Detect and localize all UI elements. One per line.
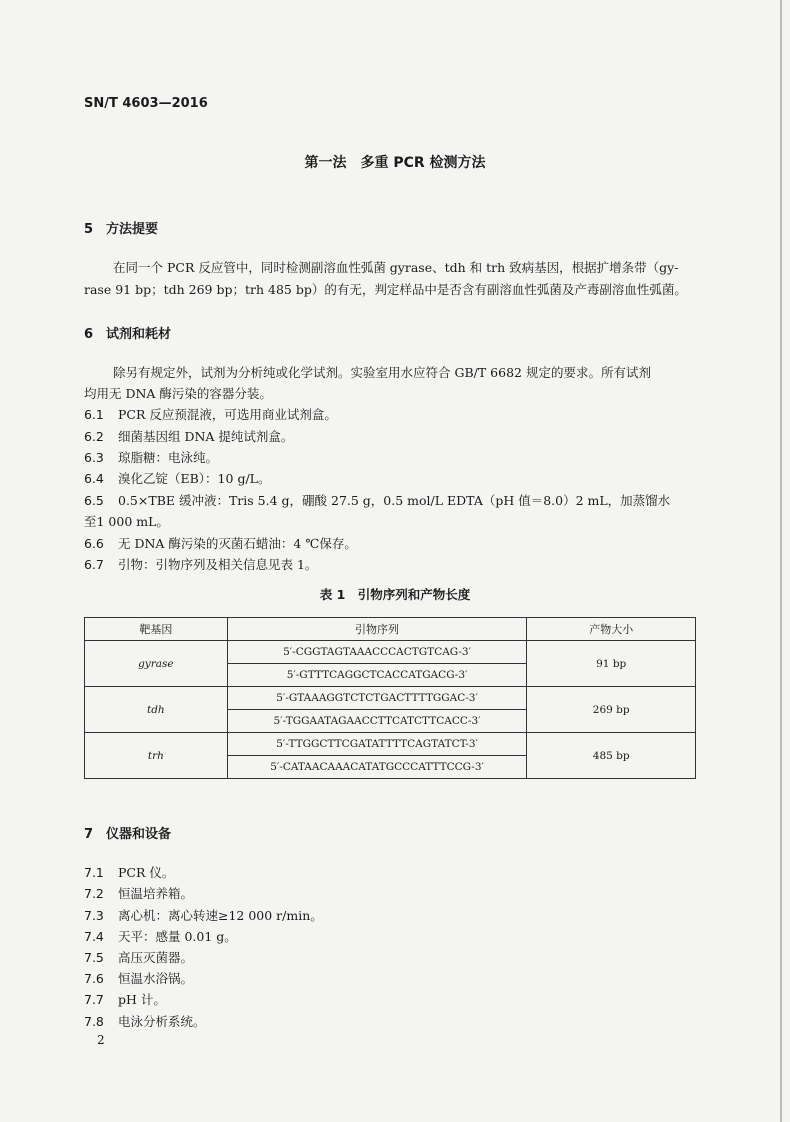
header-target-gene: 靶基因: [85, 618, 228, 641]
list-item-6-4: 6.4 溴化乙锭（EB）：10 g/L。: [84, 471, 271, 486]
section-title: 试剂和耗材: [106, 327, 172, 342]
section-7-heading: [84, 823, 171, 842]
primer-cell: 5′-CGGTAGTAAACCCACTGTCAG-3′: [227, 641, 527, 664]
list-item-6-5: 6.5 0.5×TBE 缓冲液：Tris 5.4 g，硼酸 27.5 g，0.5 mol/L EDTA（pH 值＝8.0）2 mL，加蒸馏水: [84, 493, 671, 508]
list-item-7-8: 7.8 电泳分析系统。: [84, 1014, 206, 1029]
primer-table: [84, 617, 696, 779]
section-6-para-line-1: 除另有规定外，试剂为分析纯或化学试剂。实验室用水应符合 GB/T 6682 规定的要求。所有试剂: [113, 365, 651, 380]
list-item-6-2: 6.2 细菌基因组 DNA 提纯试剂盒。: [84, 429, 294, 444]
section-6-heading: [84, 323, 171, 342]
header-primer-sequence: 引物序列: [227, 618, 527, 641]
size-cell: 91 bp: [527, 641, 696, 687]
list-item-6-7: 6.7 引物：引物序列及相关信息见表 1。: [84, 557, 318, 572]
list-item-7-5: 7.5 高压灭菌器。: [84, 950, 194, 965]
section-number: 5: [84, 222, 94, 237]
gene-cell: tdh: [85, 687, 228, 733]
section-number: 7: [84, 827, 94, 842]
primer-cell: 5′-TTGGCTTCGATATTTTCAGTATCT-3′: [227, 733, 527, 756]
table-caption: 表 1 引物序列和产物长度: [319, 587, 471, 602]
list-item-7-3: 7.3 离心机：离心转速≥12 000 r/min。: [84, 908, 323, 923]
primer-cell: 5′-CATAACAAACATATGCCCATTTCCG-3′: [227, 756, 527, 779]
primer-cell: 5′-GTTTCAGGCTCACCATGACG-3′: [227, 664, 527, 687]
gene-cell: gyrase: [85, 641, 228, 687]
section-6-para-line-2: 均用无 DNA 酶污染的容器分装。: [84, 386, 272, 401]
section-5-para-line-2: rase 91 bp；tdh 269 bp；trh 485 bp）的有无，判定样品中是否含有副溶血性弧菌及产毒副溶血性弧菌。: [84, 282, 687, 297]
standard-code: SN/T 4603—2016: [84, 96, 208, 111]
section-number: 6: [84, 327, 94, 342]
list-item-7-4: 7.4 天平：感量 0.01 g。: [84, 929, 237, 944]
size-cell: 269 bp: [527, 687, 696, 733]
list-item-7-1: 7.1 PCR 仪。: [84, 865, 175, 880]
list-item-6-3: 6.3 琼脂糖：电泳纯。: [84, 450, 219, 465]
method-title: 第一法 多重 PCR 检测方法: [304, 155, 486, 171]
primer-cell: 5′-GTAAAGGTCTCTGACTTTTGGAC-3′: [227, 687, 527, 710]
list-item-7-6: 7.6 恒温水浴锅。: [84, 971, 194, 986]
section-title: 仪器和设备: [106, 827, 172, 842]
section-title: 方法提要: [106, 222, 159, 237]
header-product-size: 产物大小: [527, 618, 696, 641]
table-row: [85, 733, 696, 756]
table-row: [85, 687, 696, 710]
section-5-para-line-1: 在同一个 PCR 反应管中，同时检测副溶血性弧菌 gyrase、tdh 和 trh 致病基因，根据扩增条带（gy-: [113, 260, 679, 275]
table-header-row: [85, 618, 696, 641]
list-item-7-2: 7.2 恒温培养箱。: [84, 886, 194, 901]
list-item-6-6: 6.6 无 DNA 酶污染的灭菌石蜡油：4 ℃保存。: [84, 536, 357, 551]
primer-cell: 5′-TGGAATAGAACCTTCATCTTCACC-3′: [227, 710, 527, 733]
list-item-6-1: 6.1 PCR 反应预混液，可选用商业试剂盒。: [84, 407, 337, 422]
page-number: 2: [97, 1033, 105, 1047]
table-row: [85, 641, 696, 664]
list-item-7-7: 7.7 pH 计。: [84, 992, 166, 1007]
gene-cell: trh: [85, 733, 228, 779]
list-item-6-5-continued: 至1 000 mL。: [84, 514, 169, 529]
size-cell: 485 bp: [527, 733, 696, 779]
section-5-heading: [84, 218, 158, 237]
